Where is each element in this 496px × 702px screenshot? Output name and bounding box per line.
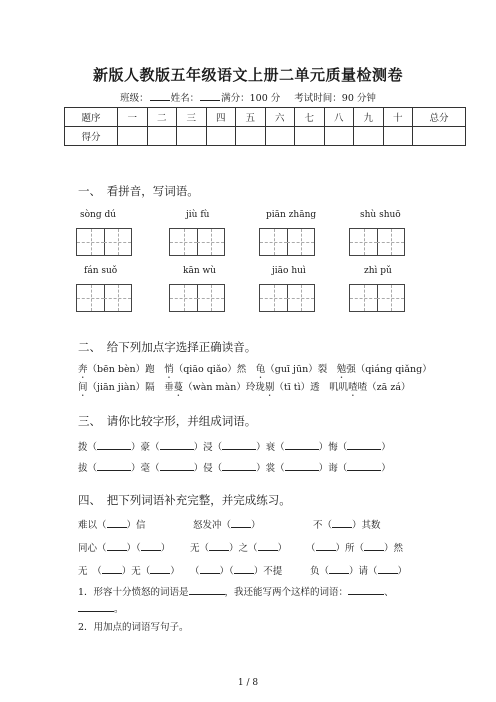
- idiom-text: ）所（: [335, 543, 365, 554]
- idiom-text: ）: [170, 566, 180, 577]
- reading-options[interactable]: （tī tì）透: [274, 382, 330, 393]
- answer-blank[interactable]: [102, 563, 122, 574]
- pinyin-label: jiù fù: [186, 210, 210, 220]
- question-text: 、: [384, 587, 394, 598]
- table-cell: 三: [177, 108, 207, 127]
- compare-char: 裳: [265, 463, 276, 474]
- score-input-cell[interactable]: [383, 127, 413, 146]
- idiom-text: 负（: [310, 566, 330, 577]
- score-input-cell[interactable]: [295, 127, 325, 146]
- answer-blank[interactable]: [107, 540, 127, 551]
- dotted-char: 剔: [264, 382, 275, 393]
- answer-blank[interactable]: [200, 563, 220, 574]
- table-cell: 总分: [413, 108, 466, 127]
- answer-blank[interactable]: [258, 540, 278, 551]
- idiom-line-3c: [310, 563, 407, 577]
- section-3-heading: 三、 请你比较字形，并组成词语。: [78, 414, 257, 428]
- idiom-text: ）其数: [352, 520, 381, 531]
- idiom-text: ）（: [219, 566, 234, 577]
- pinyin-label: kān wù: [183, 266, 216, 276]
- idiom-text: 无（: [190, 543, 210, 554]
- reading-options[interactable]: （jiān jiàn）隔: [87, 382, 165, 393]
- answer-blank[interactable]: [348, 584, 384, 595]
- idiom-text: ）信: [126, 520, 146, 531]
- answer-blank[interactable]: [347, 460, 381, 471]
- class-label: 班级：: [120, 93, 149, 104]
- idiom-text: ）无（: [121, 566, 151, 577]
- table-cell: 一: [118, 108, 148, 127]
- compare-char: 毫: [140, 463, 151, 474]
- idiom-text: ）: [160, 543, 171, 554]
- answer-blank[interactable]: [234, 563, 254, 574]
- dotted-char: 蔓: [173, 382, 184, 393]
- idiom-text: ）请（: [349, 566, 378, 577]
- time-label: 考试时间：90 分钟: [294, 93, 376, 104]
- table-cell: 九: [354, 108, 384, 127]
- answer-blank[interactable]: [160, 439, 194, 450]
- score-input-cell[interactable]: [265, 127, 295, 146]
- compare-char: 悔: [328, 442, 338, 453]
- idiom-text: ）不提: [253, 566, 283, 577]
- table-cell: 二: [147, 108, 177, 127]
- answer-blank[interactable]: [316, 540, 336, 551]
- answer-blank[interactable]: [97, 439, 131, 450]
- writing-grid[interactable]: [349, 228, 405, 256]
- dotted-char: 间: [78, 382, 88, 393]
- word-prefix: 玲珑: [245, 382, 265, 393]
- answer-blank[interactable]: [285, 439, 319, 450]
- answer-blank[interactable]: [329, 563, 349, 574]
- idiom-text: ）（: [126, 543, 141, 554]
- table-cell: 五: [236, 108, 266, 127]
- table-cell: 十: [383, 108, 413, 127]
- page-title: 新版人教版五年级语文上册二单元质量检测卷: [92, 66, 403, 84]
- idiom-line-1: [78, 517, 146, 531]
- compare-char: 豪: [140, 442, 151, 453]
- score-table-header-row: [65, 108, 466, 127]
- pinyin-label: sòng dú: [80, 210, 117, 220]
- question-text: ，我还能写两个这样的词语：: [224, 587, 349, 598]
- idiom-line-3: [78, 563, 180, 577]
- writing-grid[interactable]: [76, 228, 132, 256]
- score-input-cell[interactable]: [177, 127, 207, 146]
- question-1-cont: [78, 601, 124, 615]
- writing-grid[interactable]: [76, 284, 132, 312]
- writing-grid[interactable]: [169, 228, 225, 256]
- name-blank: [200, 91, 220, 101]
- score-input-cell[interactable]: [118, 127, 148, 146]
- score-input-cell[interactable]: [413, 127, 466, 146]
- table-cell: 四: [206, 108, 236, 127]
- answer-blank[interactable]: [141, 540, 161, 551]
- writing-grid[interactable]: [259, 228, 315, 256]
- reading-line-2: [78, 379, 411, 399]
- reading-line-1: [78, 361, 432, 381]
- score-input-cell[interactable]: [354, 127, 384, 146]
- class-blank: [150, 91, 170, 101]
- answer-blank[interactable]: [231, 517, 251, 528]
- pinyin-label: shù shuō: [360, 210, 401, 220]
- word-prefix: 叽叽: [329, 382, 349, 393]
- compare-char: 拨: [78, 442, 88, 453]
- word-prefix: 垂: [164, 382, 174, 393]
- answer-blank[interactable]: [160, 460, 194, 471]
- idiom-text: ）然: [384, 543, 404, 554]
- pinyin-label: zhì pǔ: [364, 266, 392, 276]
- score-input-cell[interactable]: [206, 127, 236, 146]
- answer-blank[interactable]: [97, 460, 131, 471]
- answer-blank[interactable]: [78, 601, 114, 612]
- idiom-text: 怒发冲（: [193, 520, 232, 531]
- idiom-text: 同心（: [78, 543, 107, 554]
- idiom-line-3b: [190, 563, 282, 577]
- score-label: 满分：100 分: [221, 93, 281, 104]
- table-cell: 题序: [65, 108, 118, 127]
- compare-row-2: 拔（ ）毫（ ）侵（ ）裳（ ）诲（ ）: [78, 460, 391, 474]
- answer-blank[interactable]: [332, 517, 352, 528]
- idiom-text: ）: [251, 520, 261, 531]
- idiom-line-2c: [306, 540, 403, 554]
- reading-options[interactable]: 强（qiáng qiǎng）: [346, 364, 432, 375]
- idiom-text: 不（: [313, 520, 333, 531]
- section-1-heading: 一、 看拼音，写词语。: [78, 184, 199, 198]
- dotted-char: 喳: [348, 382, 358, 393]
- writing-grid[interactable]: [259, 284, 315, 312]
- answer-blank[interactable]: [364, 540, 384, 551]
- answer-blank[interactable]: [222, 460, 256, 471]
- reading-options[interactable]: （qiāo qiǎo）然: [173, 364, 256, 375]
- idiom-text: （: [190, 566, 200, 577]
- table-cell: 得分: [65, 127, 118, 146]
- answer-blank[interactable]: [222, 439, 256, 450]
- compare-char: 侵: [203, 463, 213, 474]
- score-table: [64, 107, 466, 146]
- dotted-char: 龟: [255, 364, 266, 375]
- dotted-char: 奔: [78, 364, 88, 375]
- idiom-text: （: [306, 543, 316, 554]
- compare-char: 诲: [328, 463, 338, 474]
- question-1: [78, 584, 394, 598]
- idiom-text: 无 （: [78, 566, 102, 577]
- idiom-text: 难以（: [78, 520, 107, 531]
- answer-blank[interactable]: [285, 460, 319, 471]
- reading-options[interactable]: （guī jūn）裂: [265, 364, 337, 375]
- idiom-text: ）之（: [229, 543, 258, 554]
- score-table-score-row: [65, 127, 466, 146]
- reading-options[interactable]: （bēn bèn）跑: [87, 364, 165, 375]
- answer-blank[interactable]: [378, 563, 398, 574]
- compare-char: 拔: [78, 463, 88, 474]
- pinyin-label: fán suǒ: [84, 266, 118, 276]
- idiom-text: ）: [397, 566, 408, 577]
- idiom-line-2: [78, 540, 170, 554]
- answer-blank[interactable]: [150, 563, 170, 574]
- dotted-char: 勉: [336, 364, 347, 375]
- score-input-cell[interactable]: [324, 127, 354, 146]
- dotted-char: 悄: [164, 364, 174, 375]
- section-4-heading: 四、 把下列词语补充完整，并完成练习。: [78, 493, 291, 507]
- answer-blank[interactable]: [209, 540, 229, 551]
- idiom-text: ）: [277, 543, 288, 554]
- compare-char: 衰: [265, 442, 276, 453]
- section-2-heading: 二、 给下列加点字选择正确读音。: [78, 340, 257, 354]
- idiom-line-1c: [313, 517, 381, 531]
- writing-grid[interactable]: [349, 284, 405, 312]
- reading-options[interactable]: （wàn màn）: [183, 382, 246, 393]
- table-cell: 七: [295, 108, 325, 127]
- answer-blank[interactable]: [107, 517, 127, 528]
- score-input-cell[interactable]: [147, 127, 177, 146]
- reading-options[interactable]: 喳（zā zá）: [357, 382, 411, 393]
- question-2: 2．用加点的词语写句子。: [78, 622, 189, 633]
- idiom-line-2b: [190, 540, 287, 554]
- compare-row-1: 拨（ ）豪（ ）浸（ ）衰（ ）悔（ ）: [78, 439, 391, 453]
- question-text: 1．形容十分愤怒的词语是: [78, 587, 189, 598]
- exam-meta: [0, 90, 496, 104]
- score-input-cell[interactable]: [236, 127, 266, 146]
- idiom-line-1b: [193, 517, 261, 531]
- page-number: 1 / 8: [237, 678, 259, 688]
- name-label: 姓名：: [170, 93, 200, 104]
- table-cell: 六: [265, 108, 295, 127]
- pinyin-label: piān zhāng: [266, 210, 317, 220]
- answer-blank[interactable]: [189, 584, 225, 595]
- writing-grid[interactable]: [169, 284, 225, 312]
- table-cell: 八: [324, 108, 354, 127]
- answer-blank[interactable]: [347, 439, 381, 450]
- question-text: 。: [114, 604, 124, 615]
- pinyin-label: jiāo huì: [272, 266, 306, 276]
- compare-char: 浸: [203, 442, 213, 453]
